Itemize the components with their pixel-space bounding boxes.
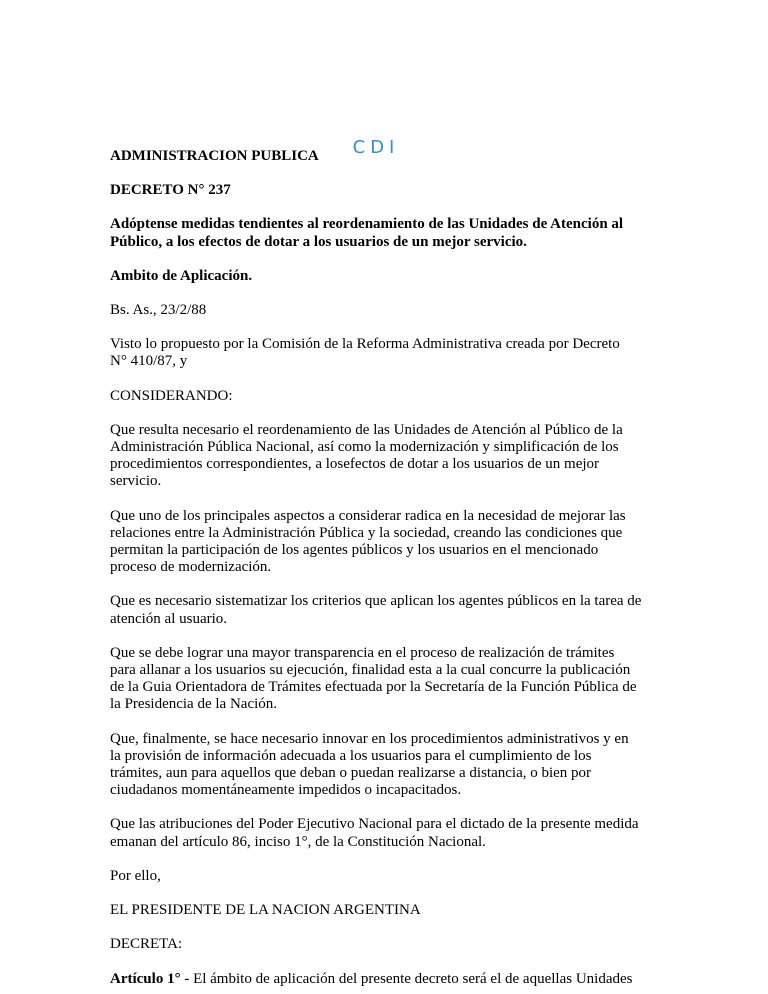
paragraph-line: Que uno de los principales aspectos a considerar radica en la necesidad de mejorar las: [110, 507, 626, 524]
paragraph: [110, 508, 710, 577]
paragraph-line: de la Guia Orientadora de Trámites efectuada por la Secretaría de la Función Pública de: [110, 679, 637, 696]
paragraph-line: permitan la participación de los agentes públicos y los usuarios en el mencionado: [110, 542, 599, 559]
paragraph: [110, 816, 710, 850]
paragraph-line: Que las atribuciones del Poder Ejecutivo Nacional para el dictado de la presente medida: [110, 816, 639, 833]
paragraph: [110, 645, 710, 714]
paragraph-line: atención al usuario.: [110, 610, 228, 627]
paragraph-line: CONSIDERANDO:: [110, 387, 233, 404]
paragraph-line: relaciones entre la Administración Pública y la sociedad, creando las condiciones que: [110, 524, 623, 541]
paragraph-line: Administración Pública Nacional, así como la modernización y simplificación de los: [110, 439, 619, 456]
paragraph-line: procedimientos correspondientes, a losefectos de dotar a los usuarios de un mejor: [110, 456, 600, 473]
document-body: [110, 148, 710, 988]
paragraph-line: Adóptense medidas tendientes al reordenamiento de las Unidades de Atención al: [110, 216, 624, 233]
paragraph-line: Visto lo propuesto por la Comisión de la Reforma Administrativa creada por Decreto: [110, 336, 620, 353]
paragraph-line: Bs. As., 23/2/88: [110, 302, 207, 319]
paragraph-line: Ambito de Aplicación.: [110, 267, 253, 284]
paragraph-line: servicio.: [110, 473, 162, 490]
paragraph: [110, 182, 710, 199]
paragraph-line: para allanar a los usuarios su ejecución, finalidad esta a la cual concurre la publicación: [110, 662, 631, 679]
paragraph-line: emanan del artículo 86, inciso 1°, de la Constitución Nacional.: [110, 833, 486, 850]
paragraph-line: la Presidencia de la Nación.: [110, 696, 278, 713]
article-1-label: Artículo 1°: [110, 970, 181, 987]
paragraph: [110, 268, 710, 285]
paragraph-line: ADMINISTRACION PUBLICA: [110, 148, 319, 164]
paragraph-line: DECRETA:: [110, 936, 183, 953]
paragraph: [110, 216, 710, 250]
paragraph-line: la provisión de información adecuada a los usuarios para el cumplimiento de los: [110, 747, 592, 764]
cdi-logo: CDI: [352, 137, 400, 158]
paragraph-line: Que, finalmente, se hace necesario innovar en los procedimientos administrativos y en: [110, 730, 629, 747]
paragraph: [110, 336, 710, 370]
paragraph: [110, 868, 710, 885]
paragraph: [110, 731, 710, 800]
paragraph-line: Público, a los efectos de dotar a los usuarios de un mejor servicio.: [110, 233, 527, 250]
paragraph-line: Que se debe lograr una mayor transparencia en el proceso de realización de trámites: [110, 644, 615, 661]
paragraph-line: ciudadanos momentáneamente impedidos o incapacitados.: [110, 782, 462, 799]
paragraph-line: Que es necesario sistematizar los criterios que aplican los agentes públicos en la tarea de: [110, 593, 642, 610]
paragraph-line: EL PRESIDENTE DE LA NACION ARGENTINA: [110, 902, 421, 919]
paragraph: [110, 593, 710, 627]
article-1-text: - El ámbito de aplicación del presente decreto será el de aquellas Unidades: [180, 970, 633, 987]
paragraph-line: proceso de modernización.: [110, 559, 272, 576]
paragraph-line: DECRETO N° 237: [110, 182, 231, 199]
paragraph-line: Que resulta necesario el reordenamiento de las Unidades de Atención al Público de la: [110, 421, 623, 438]
article-1: [110, 971, 710, 988]
paragraph: [110, 902, 710, 919]
paragraph-line: Por ello,: [110, 867, 161, 884]
paragraph: [110, 936, 710, 953]
paragraph-line: N° 410/87, y: [110, 353, 188, 370]
paragraph-line: trámites, aun para aquellos que deban o puedan realizarse a distancia, o bien por: [110, 765, 592, 782]
paragraph: [110, 388, 710, 405]
paragraph: [110, 148, 710, 165]
paragraph: [110, 302, 710, 319]
paragraph: [110, 422, 710, 491]
